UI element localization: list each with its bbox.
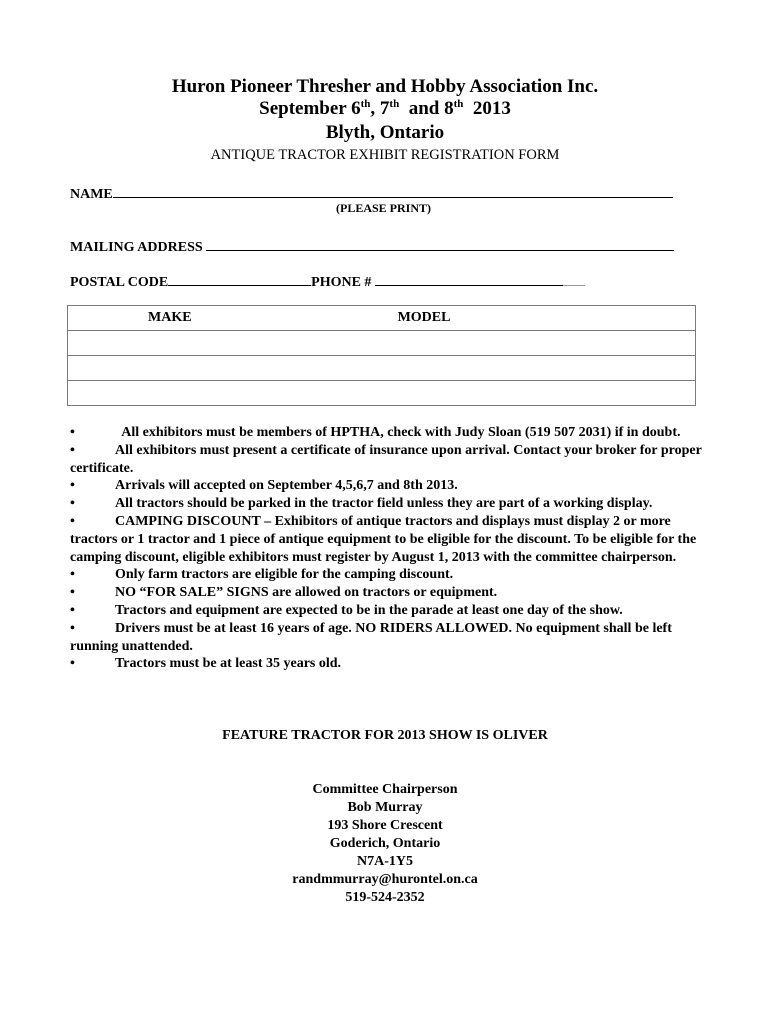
mailing-address-label: MAILING ADDRESS (70, 240, 207, 255)
contact-phone: 519-524-2352 (345, 890, 425, 905)
list-item: • All exhibitors must be members of HPTHA, check with Judy Sloan (519 507 2031) if in doubt. (70, 425, 681, 440)
chairperson-contact-block (0, 781, 770, 907)
contact-role: Committee Chairperson (312, 782, 458, 797)
organization-title: Huron Pioneer Thresher and Hobby Association Inc. (171, 76, 599, 97)
table-row (68, 356, 696, 381)
bullet: • (70, 442, 75, 458)
phone-label: PHONE # (311, 275, 375, 290)
list-item: • All tractors should be parked in the tractor field unless they are part of a working display. (70, 496, 653, 512)
table-header-cell (68, 306, 696, 331)
list-item: • NO “FOR SALE” SIGNS are allowed on tractors or equipment. (70, 585, 498, 601)
list-item: • Tractors must be at least 35 years old. (70, 656, 342, 672)
form-header (0, 76, 770, 165)
table-entry-cell[interactable] (68, 356, 696, 381)
name-field-row (70, 183, 673, 203)
contact-email: randmmurray@hurontel.on.ca (292, 872, 478, 887)
bullet: • (70, 496, 75, 512)
table-entry-cell[interactable] (68, 331, 696, 356)
postal-code-input-line[interactable] (168, 271, 311, 286)
list-item: • Only farm tractors are eligible for the camping discount. (70, 567, 454, 583)
bullet: • (70, 620, 75, 636)
list-item: • Arrivals will accepted on September 4,5,6,7 and 8th 2013. (70, 478, 458, 494)
phone-input-line[interactable] (375, 271, 563, 286)
feature-tractor-notice: FEATURE TRACTOR FOR 2013 SHOW IS OLIVER (222, 728, 548, 743)
contact-postal-code: N7A-1Y5 (357, 854, 413, 869)
contact-name: Bob Murray (347, 800, 423, 815)
contact-city: Goderich, Ontario (329, 836, 441, 851)
bullet: • (70, 656, 75, 672)
postal-code-label: POSTAL CODE (70, 275, 169, 290)
event-location: Blyth, Ontario (325, 122, 445, 143)
event-dates: September 6th, 7th and 8th 2013 (259, 98, 511, 119)
list-item: • CAMPING DISCOUNT – Exhibitors of antique tractors and displays must display 2 or more tractors or 1 tractor and 1 piece of antique equipment to be eligible for the discount. To be eligible for the camping discount, eligible exhibitors must register by August 1, 2013 with the committee chairperson. (70, 513, 697, 565)
bullet: • (70, 567, 75, 583)
table-entry-cell[interactable] (68, 381, 696, 406)
name-label: NAME (70, 187, 113, 202)
model-header: MODEL (397, 310, 451, 325)
bullet: • (70, 478, 75, 494)
make-header: MAKE (148, 310, 192, 325)
bullet: • (70, 585, 75, 601)
rules-list (70, 424, 710, 673)
bullet: • (70, 602, 75, 618)
form-title: ANTIQUE TRACTOR EXHIBIT REGISTRATION FORM (210, 147, 560, 163)
table-row (68, 381, 696, 406)
list-item: • All exhibitors must present a certificate of insurance upon arrival. Contact your broker for proper certificate. (70, 442, 702, 476)
table-row (68, 331, 696, 356)
bullet: • (70, 425, 75, 440)
list-item: • Tractors and equipment are expected to be in the parade at least one day of the show. (70, 602, 623, 618)
postal-phone-row (70, 271, 585, 291)
please-print-note: (PLEASE PRINT) (336, 201, 432, 215)
name-input-line[interactable] (113, 183, 673, 198)
bullet: • (70, 513, 75, 529)
make-model-table (67, 305, 696, 406)
mailing-address-input-line[interactable] (206, 236, 674, 251)
contact-street: 193 Shore Crescent (327, 818, 443, 833)
list-item: • Drivers must be at least 16 years of age. NO RIDERS ALLOWED. No equipment shall be left running unattended. (70, 620, 672, 654)
mailing-address-row (70, 236, 674, 256)
table-header-row (68, 306, 696, 331)
phone-input-line-extension (563, 271, 585, 286)
